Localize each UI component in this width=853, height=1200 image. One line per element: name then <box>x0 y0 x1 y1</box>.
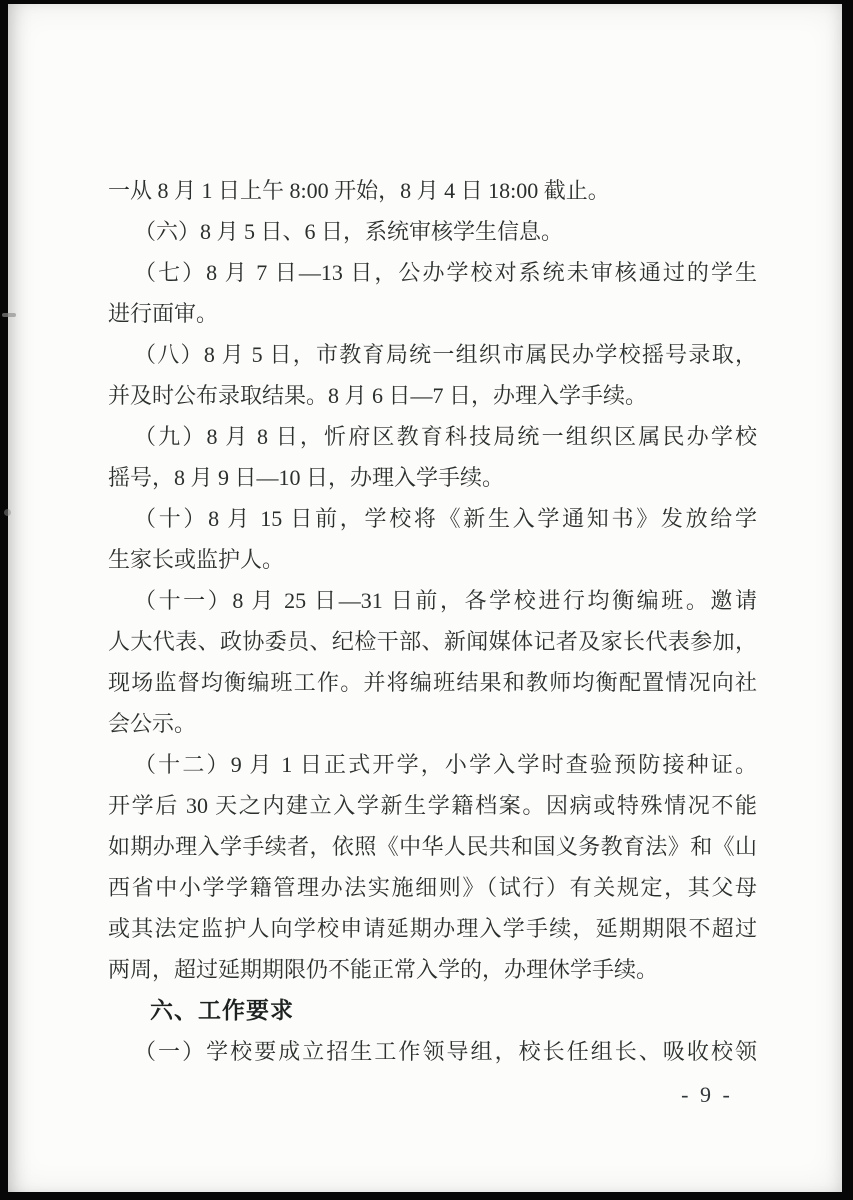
text-line: 人大代表、政协委员、纪检干部、新闻媒体记者及家长代表参加， <box>108 629 757 654</box>
text-line: （十二）9 月 1 日正式开学，小学入学时查验预防接种证。 <box>134 752 757 777</box>
text-line: （十一）8 月 25 日—31 日前，各学校进行均衡编班。邀请 <box>134 588 757 613</box>
text-line: 摇号，8 月 9 日—10 日，办理入学手续。 <box>108 465 505 490</box>
section-heading: 六、工作要求 <box>150 997 294 1023</box>
page-number: - 9 - <box>681 1082 733 1107</box>
scan-speck <box>4 509 11 516</box>
text-line: 会公示。 <box>108 711 197 736</box>
text-line: （九）8 月 8 日，忻府区教育科技局统一组织区属民办学校 <box>134 424 757 449</box>
text-line: 开学后 30 天之内建立入学新生学籍档案。因病或特殊情况不能 <box>108 793 757 818</box>
text-line: 进行面审。 <box>108 301 219 326</box>
scanned-page <box>8 4 842 1192</box>
text-line: 现场监督均衡编班工作。并将编班结果和教师均衡配置情况向社 <box>108 670 757 695</box>
text-line: 并及时公布录取结果。8 月 6 日—7 日，办理入学手续。 <box>108 383 648 408</box>
document-body <box>108 170 757 1072</box>
text-line: 或其法定监护人向学校申请延期办理入学手续，延期期限不超过 <box>108 916 757 941</box>
text-line: 生家长或监护人。 <box>108 547 285 572</box>
text-line: 西省中小学学籍管理办法实施细则》（试行）有关规定，其父母 <box>108 875 757 900</box>
text-line: 一从 8 月 1 日上午 8:00 开始，8 月 4 日 18:00 截止。 <box>108 178 610 203</box>
text-line: （六）8 月 5 日、6 日，系统审核学生信息。 <box>134 219 564 244</box>
text-line: 如期办理入学手续者，依照《中华人民共和国义务教育法》和《山 <box>108 834 757 859</box>
text-line: （一）学校要成立招生工作领导组，校长任组长、吸收校领 <box>134 1039 757 1064</box>
text-line: （七）8 月 7 日—13 日，公办学校对系统未审核通过的学生 <box>134 260 757 285</box>
text-line: （十）8 月 15 日前，学校将《新生入学通知书》发放给学 <box>134 506 757 531</box>
scan-speck <box>2 313 16 317</box>
text-line: 两周，超过延期期限仍不能正常入学的，办理休学手续。 <box>108 957 659 982</box>
text-line: （八）8 月 5 日，市教育局统一组织市属民办学校摇号录取， <box>134 342 757 367</box>
